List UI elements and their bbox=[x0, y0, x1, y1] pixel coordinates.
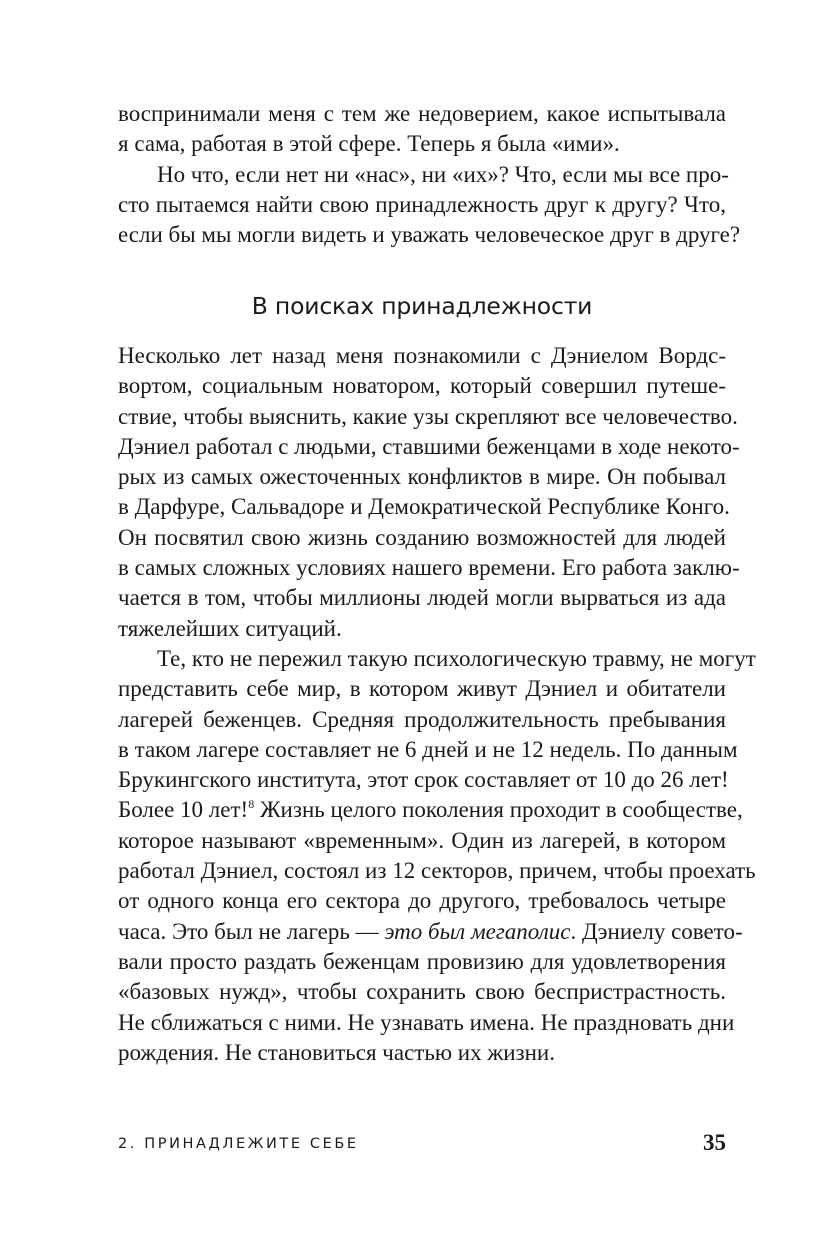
top-text-block bbox=[118, 99, 741, 250]
text-line: в таком лагере составляет не 6 дней и не 12 недель. По данным bbox=[118, 736, 738, 762]
text-line: тяжелейших ситуаций. bbox=[118, 615, 342, 641]
paragraph bbox=[118, 160, 741, 251]
text-line: Несколько лет назад меня познакомили с Дэниелом Вордс- bbox=[118, 343, 726, 368]
text-line: работал Дэниел, состоял из 12 секторов, причем, чтобы проехать bbox=[118, 858, 756, 884]
footnote-marker[interactable]: 8 bbox=[248, 797, 255, 812]
text-line: в Дарфуре, Сальвадоре и Демократической Республике Конго. bbox=[118, 494, 730, 520]
running-footer-chapter: 2. ПРИНАДЛЕЖИТЕ СЕБЕ bbox=[118, 1136, 359, 1152]
paragraph bbox=[118, 341, 740, 644]
text-line: рых из самых ожесточенных конфликтов в мире. Он побывал bbox=[118, 464, 726, 490]
text-line: Не сближаться с ними. Не узнавать имена. Не праздновать дни bbox=[118, 1009, 735, 1035]
text-line: которое называют «временным». Один из лагерей, в котором bbox=[118, 827, 726, 853]
text-line: воспринимали меня с тем же недоверием, какое испытывала bbox=[118, 101, 726, 126]
text-fragment: . Дэниелу совето- bbox=[570, 918, 743, 944]
text-line-with-footnote bbox=[118, 795, 743, 825]
page-number: 35 bbox=[703, 1130, 726, 1155]
text-line: лагерей беженцев. Средняя продолжительность пребывания bbox=[118, 706, 726, 732]
text-line: если бы мы могли видеть и уважать человеческое друг в друге? bbox=[118, 222, 741, 248]
italic-emphasis: это был мегаполис bbox=[384, 918, 571, 944]
text-line-with-italic bbox=[118, 917, 743, 947]
text-line: представить себе мир, в котором живут Дэниел и обитатели bbox=[118, 676, 726, 702]
text-line: рождения. Не становиться частью их жизни. bbox=[118, 1039, 555, 1065]
text-line: ствие, чтобы выяснить, какие узы скрепляют все человечество. bbox=[118, 403, 738, 429]
text-line: Но что, если нет ни «нас», ни «их»? Что, если мы все про- bbox=[157, 161, 729, 187]
main-text-block bbox=[118, 341, 756, 1068]
text-line: вортом, социальным новатором, который совершил путеше- bbox=[118, 373, 726, 399]
text-line: я сама, работая в этой сфере. Теперь я была «ими». bbox=[118, 131, 620, 157]
text-line: Те, кто не пережил такую психологическую травму, не могут bbox=[157, 645, 756, 671]
text-line: в самых сложных условиях нашего времени. Его работа заклю- bbox=[118, 555, 740, 581]
text-line: от одного конца его сектора до другого, требовалось четыре bbox=[118, 888, 726, 914]
text-line: чается в том, чтобы миллионы людей могли вырваться из ада bbox=[118, 585, 726, 611]
paragraph bbox=[118, 644, 756, 1068]
text-line: «базовых нужд», чтобы сохранить свою беспристрастность. bbox=[118, 979, 726, 1005]
text-fragment: Более 10 лет! bbox=[118, 797, 249, 823]
text-line: сто пытаемся найти свою принадлежность друг к другу? Что, bbox=[118, 191, 726, 217]
section-heading: В поисках принадлежности bbox=[251, 292, 593, 320]
text-line: Он посвятил свою жизнь созданию возможностей для людей bbox=[118, 524, 726, 550]
text-fragment: Жизнь целого поколения проходит в сообществе, bbox=[254, 797, 743, 823]
paragraph-continuation bbox=[118, 99, 726, 160]
text-line: Дэниел работал с людьми, ставшими беженцами в ходе некото- bbox=[118, 433, 740, 459]
text-line: Брукингского института, этот срок составляет от 10 до 26 лет! bbox=[118, 767, 729, 793]
text-fragment: часа. Это был не лагерь — bbox=[118, 918, 385, 944]
text-line: вали просто раздать беженцам провизию для удовлетворения bbox=[118, 948, 726, 974]
